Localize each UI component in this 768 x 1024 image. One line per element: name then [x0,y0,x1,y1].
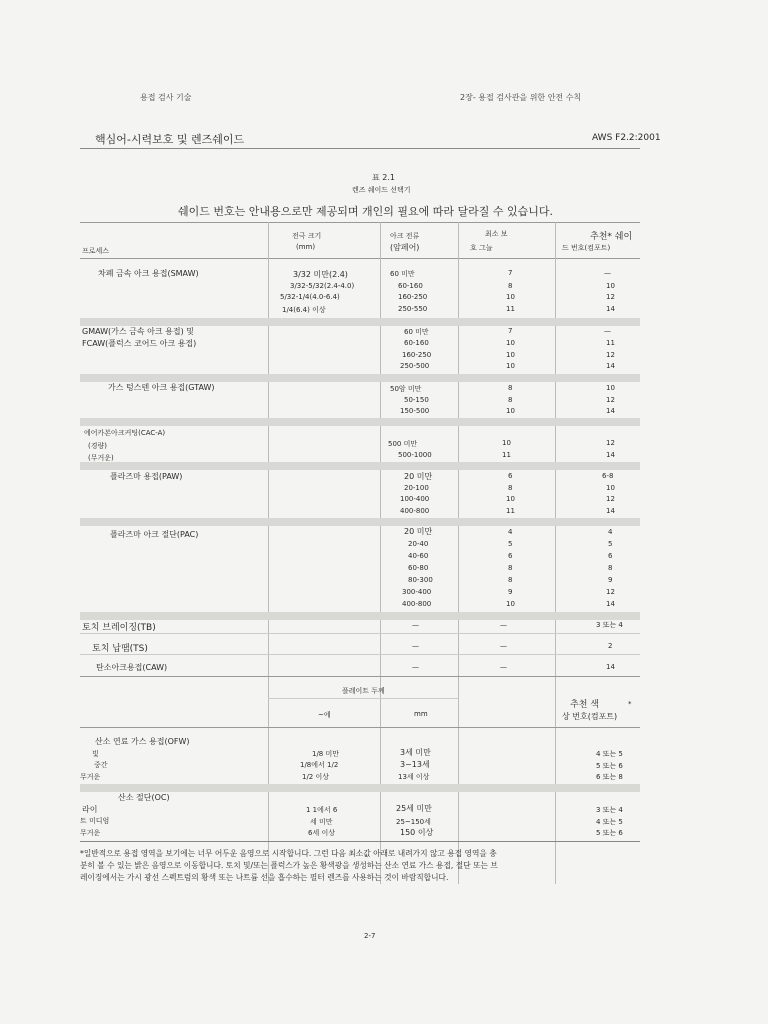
ofw-row-label: 빛 [92,750,99,758]
plate-inch-value: 세 미만 [310,818,333,826]
table-number: 표 2.1 [372,173,395,182]
rec-shade: 10 [606,282,615,290]
arc-current: 400-800 [402,600,432,608]
document-code: AWS F2.2:2001 [592,133,661,143]
rec-shade: 14 [606,305,615,313]
arc-current: 80-300 [408,576,433,584]
arc-current: — [412,642,419,650]
process-name: 플라즈마 아크 절단(PAC) [110,530,199,539]
process-sub: (무거운) [88,454,114,462]
rec-shade: 2 [608,642,613,650]
electrode-size: 3/32-5/32(2.4-4.0) [290,282,355,290]
min-shade: — [500,642,507,650]
footnote-line: 분히 볼 수 있는 밝은 음영으로 이동합니다. 토치 및/또는 플럭스가 높은 황색광을 생성하는 산소 연료 가스 용접, 절단 또는 브 [80,861,498,870]
plate-inch-value: 1 1에서 6 [306,806,338,814]
arc-current: 20-40 [408,540,429,548]
rec-shade: 12 [606,495,615,503]
rec-shade: 12 [606,439,615,447]
ofw-row-label: 무거운 [80,773,101,781]
min-shade: — [500,621,507,629]
process-sub: (경량) [88,442,107,450]
rec-shade: 14 [606,507,615,515]
ofw-row-label: 중간 [94,761,108,769]
electrode-size: 3/32 미만(2.4) [293,270,348,279]
arc-current: 60 미만 [390,270,415,278]
plate-rec-b: 상 번호(컴포트) [562,712,618,721]
plate-mm: mm [414,710,428,718]
oc-row-label: 무거운 [80,829,101,837]
min-shade: 6 [508,552,513,560]
rec-shade: 14 [606,600,615,608]
rec-shade: 5 [608,540,613,548]
min-shade: 10 [502,439,511,447]
min-shade: 10 [506,362,515,370]
min-shade: 7 [508,327,513,335]
min-shade: 7 [508,269,513,277]
rec-shade: 12 [606,396,615,404]
min-shade: 8 [508,282,513,290]
plate-mm-value: 3세 미만 [400,748,431,757]
page-title: 핵심어-시력보호 및 렌즈쉐이드 [95,133,245,146]
col-rec: 추천* 쉐이 [590,232,633,242]
header-left: 용접 검사 기술 [140,93,192,102]
arc-current: — [412,621,419,629]
plate-thickness-label: 플레이트 두께 [342,687,385,695]
page-number: 2-7 [364,932,376,940]
col-rec-b: 드 번호(컴포트) [562,244,611,252]
arc-current: 150-500 [400,407,430,415]
min-shade: 6 [508,472,513,480]
arc-current: 400-800 [400,507,430,515]
col-min: 최소 보 [485,230,508,238]
process-name: 토치 브레이징(TB) [82,623,156,633]
rec-shade: 6 [608,552,613,560]
process-name: 플라즈마 용접(PAW) [110,472,183,481]
col-electrode: 전극 크기 [292,232,322,240]
min-shade: 8 [508,396,513,404]
plate-inch-value: 1/2 이상 [302,773,330,781]
rec-shade: 12 [606,351,615,359]
min-shade: 8 [508,384,513,392]
plate-rec-star: * [628,700,632,708]
plate-mm-value: 25세 미만 [396,804,432,813]
min-shade: — [500,663,507,671]
arc-current: 500-1000 [398,451,432,459]
plate-inch-value: 6세 이상 [308,829,335,837]
rec-shade: 14 [606,407,615,415]
min-shade: 11 [506,305,515,313]
process-name: 산소 절단(OC) [118,793,170,802]
header-right: 2장- 용접 검사관을 위한 안전 수칙 [460,93,582,102]
oc-row-label: 라이 [82,805,98,814]
rec-shade: 4 [608,528,613,536]
rec-shade: 12 [606,588,615,596]
rec-shade: 4 또는 5 [596,818,623,826]
rec-shade: 6-8 [602,472,614,480]
arc-current: 20 미만 [404,472,433,481]
plate-inch: ~에 [318,711,331,719]
electrode-size: 5/32-1/4(4.0-6.4) [280,293,340,301]
rec-shade: 5 또는 6 [596,829,623,837]
min-shade: 10 [506,339,515,347]
col-current-unit: (암페어) [390,243,420,252]
arc-current: 60-80 [408,564,429,572]
min-shade: 5 [508,540,513,548]
plate-mm-value: 13세 이상 [398,773,430,781]
arc-current: 300-400 [402,588,432,596]
rec-shade: 11 [606,339,615,347]
col-process: 프로세스 [82,247,110,255]
rec-shade: — [604,327,611,335]
rec-shade: 4 또는 5 [596,750,623,758]
col-min-b: 호 그늘 [470,244,493,252]
process-name-2: FCAW(플럭스 코어드 아크 용접) [82,339,197,348]
rec-shade: 6 또는 8 [596,773,623,781]
arc-current: 500 미만 [388,440,418,448]
arc-current: 160-250 [398,293,428,301]
arc-current: 20 미만 [404,527,433,536]
min-shade: 4 [508,528,513,536]
process-name: 탄소아크용접(CAW) [96,663,168,672]
footnote-line: *일반적으로 용접 영역을 보기에는 너무 어두운 음영으로 시작합니다. 그런 다음 최소값 아래로 내려가지 않고 용접 영역을 충 [80,849,497,858]
rec-shade: 8 [608,564,613,572]
col-electrode-unit: (mm) [296,243,316,251]
arc-current: 50암 미만 [390,385,422,393]
min-shade: 10 [506,600,515,608]
electrode-size: 1/4(6.4) 이상 [282,306,326,314]
table-notice: 쉐이드 번호는 안내용으로만 제공되며 개인의 필요에 따라 달라질 수 있습니다. [178,205,553,218]
min-shade: 8 [508,484,513,492]
plate-mm-value: 3~13세 [400,760,430,769]
rec-shade: 10 [606,384,615,392]
rec-shade: 12 [606,293,615,301]
min-shade: 9 [508,588,513,596]
rec-shade: 3 또는 4 [596,806,623,814]
arc-current: — [412,663,419,671]
min-shade: 8 [508,564,513,572]
arc-current: 100-400 [400,495,430,503]
plate-mm-value: 25~150세 [396,818,431,826]
arc-current: 60-160 [404,339,429,347]
plate-inch-value: 1/8 미만 [312,750,340,758]
arc-current: 60-160 [398,282,423,290]
footnote-line: 레이징에서는 가시 광선 스펙트럼의 황색 또는 나트륨 선을 흡수하는 필터 렌즈를 사용하는 것이 바람직합니다. [80,873,449,882]
min-shade: 8 [508,576,513,584]
table-subtitle: 렌즈 쉐이드 선택기 [352,186,411,194]
arc-current: 160-250 [402,351,432,359]
process-name: GMAW(가스 금속 아크 용접) 및 [82,327,195,336]
plate-mm-value: 150 이상 [400,828,434,837]
min-shade: 11 [502,451,511,459]
rec-shade: 3 또는 4 [596,621,623,629]
process-name: 산소 연료 가스 용접(OFW) [95,737,190,746]
col-current: 아크 전류 [390,232,420,240]
arc-current: 50-150 [404,396,429,404]
process-name: 차폐 금속 아크 용접(SMAW) [98,269,199,278]
process-name: 에어카본아크커팅(CAC-A) [84,429,166,437]
oc-row-label: 트 미디엄 [80,817,110,825]
rec-shade: — [604,269,611,277]
process-name: 토치 납땜(TS) [92,644,148,654]
plate-inch-value: 1/8에서 1/2 [300,761,339,769]
process-name: 가스 텅스텐 아크 용접(GTAW) [108,383,215,392]
min-shade: 11 [506,507,515,515]
plate-rec: 추천 색 [570,700,599,710]
arc-current: 250-500 [400,362,430,370]
arc-current: 20-100 [404,484,429,492]
rec-shade: 14 [606,362,615,370]
arc-current: 250-550 [398,305,428,313]
rec-shade: 14 [606,451,615,459]
min-shade: 10 [506,351,515,359]
min-shade: 10 [506,293,515,301]
rec-shade: 9 [608,576,613,584]
rec-shade: 5 또는 6 [596,762,623,770]
arc-current: 60 미만 [404,328,429,336]
rec-shade: 14 [606,663,615,671]
rec-shade: 10 [606,484,615,492]
arc-current: 40-60 [408,552,429,560]
min-shade: 10 [506,495,515,503]
min-shade: 10 [506,407,515,415]
